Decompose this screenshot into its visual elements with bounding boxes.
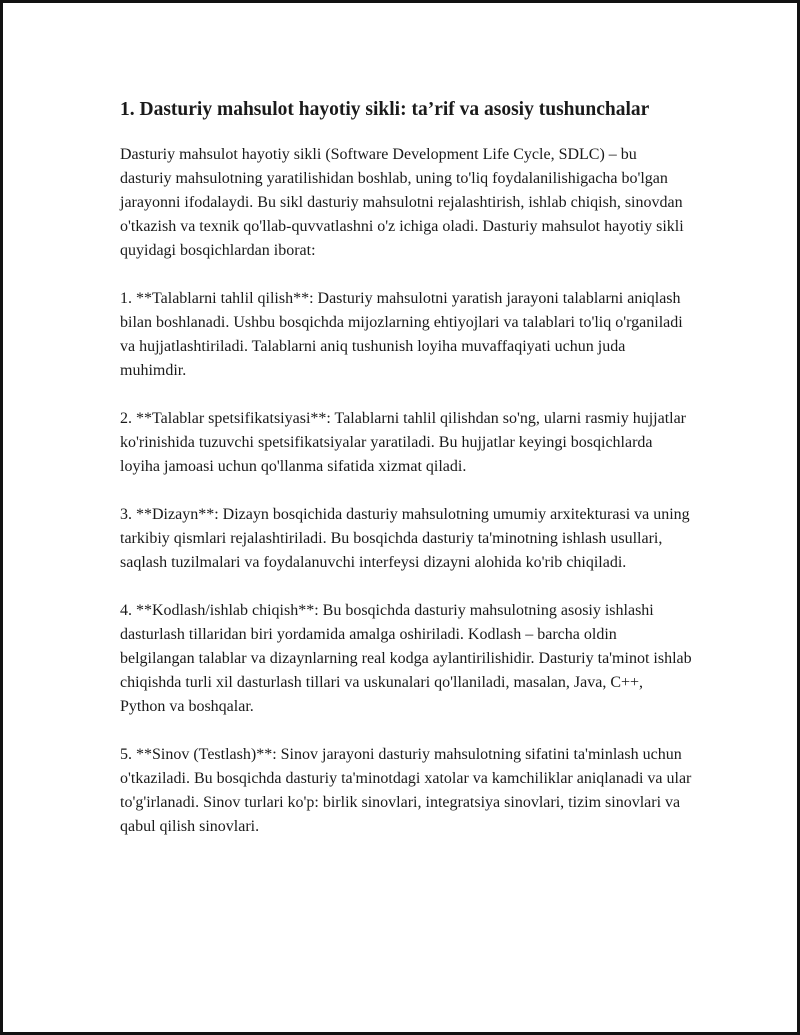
section-heading: 1. Dasturiy mahsulot hayotiy sikli: ta’rif va asosiy tushunchalar (120, 99, 650, 120)
paragraph-requirements-specification: 2. **Talablar spetsifikatsiyasi**: Talablarni tahlil qilishdan so'ng, ularni rasmiy hujjatlar ko'rinishida tuzuvchi spetsifikatsiyalar yaratiladi. Bu hujjatlar keyingi bosqichlarda loyiha jamoasi uchun qo'llanma sifatida xizmat qiladi. (120, 410, 687, 475)
paragraph-requirements-analysis: 1. **Talablarni tahlil qilish**: Dasturiy mahsulotni yaratish jarayoni talablarni aniqlash bilan boshlanadi. Ushbu bosqichda mijozlarning ehtiyojlari va talablari to'liq o'rganiladi va hujjatlashtiriladi. Talablarni aniq tushunish loyiha muvaffaqiyati uchun juda muhimdir. (120, 290, 683, 379)
paragraph-testing: 5. **Sinov (Testlash)**: Sinov jarayoni dasturiy mahsulotning sifatini ta'minlash uchun o'tkaziladi. Bu bosqichda dasturiy ta'minotdagi xatolar va kamchiliklar aniqlanadi va ular to'g'irlanadi. Sinov turlari ko'p: birlik sinovlari, integratsiya sinovlari, tizim sinovlari va qabul qilish sinovlari. (120, 746, 692, 835)
paragraph-coding: 4. **Kodlash/ishlab chiqish**: Bu bosqichda dasturiy mahsulotning asosiy ishlashi dasturlash tillaridan biri yordamida amalga oshiriladi. Kodlash – barcha oldin belgilangan talablar va dizaynlarning real kodga aylantirilishidir. Dasturiy ta'minot ishlab chiqishda turli xil dasturlash tillari va uskunalari qo'llaniladi, masalan, Java, C++, Python va boshqalar. (120, 602, 692, 715)
document-body (120, 96, 692, 863)
intro-paragraph: Dasturiy mahsulot hayotiy sikli (Software Development Life Cycle, SDLC) – bu dasturiy mahsulotning yaratilishidan boshlab, uning to'liq foydalanilishigacha bo'lgan jarayonni ifodalaydi. Bu sikl dasturiy mahsulotni rejalashtirish, ishlab chiqish, sinovdan o'tkazish va texnik qo'llab-quvvatlashni o'z ichiga oladi. Dasturiy mahsulot hayotiy sikli quyidagi bosqichlardan iborat: (120, 146, 684, 259)
paragraph-design: 3. **Dizayn**: Dizayn bosqichida dasturiy mahsulotning umumiy arxitekturasi va uning tarkibiy qismlari rejalashtiriladi. Bu bosqichda dasturiy ta'minotning ishlash usullari, saqlash tuzilmalari va foydalanuvchi interfeysi dizayni alohida ko'rib chiqiladi. (120, 506, 690, 571)
